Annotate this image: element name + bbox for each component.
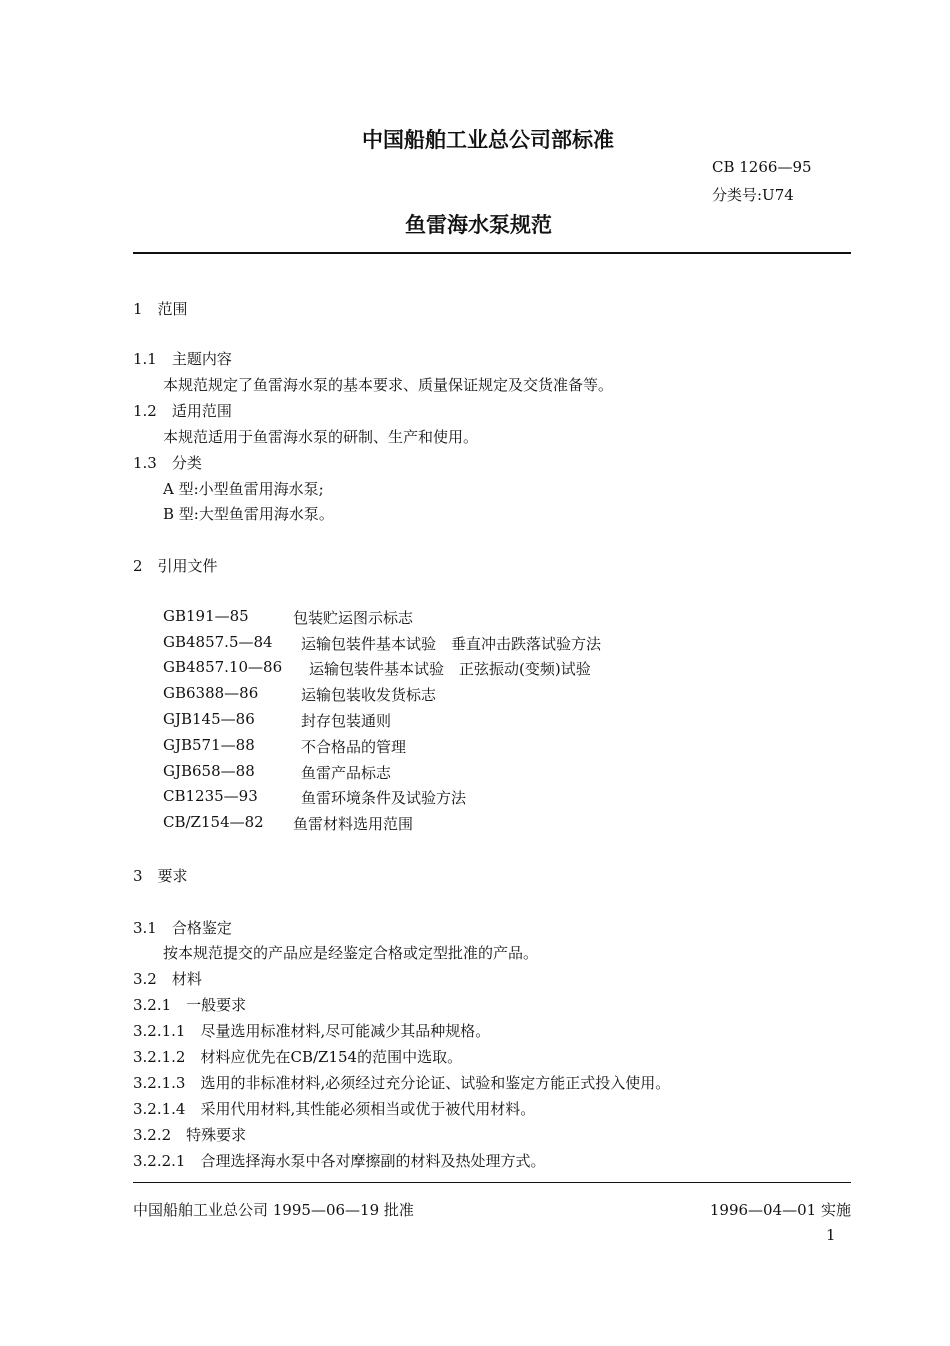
ref-title: 运输包装件基本试验 垂直冲击跌落试验方法 (301, 635, 602, 653)
approval-line: 中国船舶工业总公司 1995—06—19 批准 (133, 1201, 414, 1219)
clause-3-2-2-1: 3.2.2.1 合理选择海水泵中各对摩擦副的材料及热处理方式。 (133, 1152, 546, 1170)
ref-title: 运输包装件基本试验 正弦振动(变频)试验 (309, 660, 591, 678)
ref-code: CB1235—93 (163, 787, 258, 805)
effective-date: 1996—04—01 实施 (709, 1201, 851, 1219)
standard-number: CB 1266—95 (712, 158, 812, 176)
section-1-3-heading: 1.3 分类 (133, 454, 202, 472)
footer-divider (133, 1182, 851, 1183)
ref-title: 不合格品的管理 (301, 738, 407, 756)
ref-title: 运输包装收发货标志 (301, 686, 437, 704)
clause-3-2-1-3: 3.2.1.3 选用的非标准材料,必须经过充分论证、试验和鉴定方能正式投入使用。 (133, 1074, 671, 1092)
section-3-2-1-heading: 3.2.1 一般要求 (133, 996, 247, 1014)
type-a-text: A 型:小型鱼雷用海水泵; (163, 480, 324, 498)
section-1-2-heading: 1.2 适用范围 (133, 402, 232, 420)
section-3-1-text: 按本规范提交的产品应是经鉴定合格或定型批准的产品。 (163, 944, 539, 962)
clause-3-2-1-1: 3.2.1.1 尽量选用标准材料,尽可能减少其品种规格。 (133, 1022, 491, 1040)
ref-title: 鱼雷环境条件及试验方法 (301, 789, 467, 807)
page-number: 1 (826, 1226, 836, 1244)
ref-title: 封存包装通则 (301, 712, 392, 730)
ref-title: 鱼雷材料选用范围 (293, 815, 414, 833)
ref-code: GJB571—88 (163, 736, 255, 754)
ref-code: GJB658—88 (163, 762, 255, 780)
header-divider (133, 252, 851, 254)
ref-code: GB6388—86 (163, 684, 259, 702)
section-3-1-heading: 3.1 合格鉴定 (133, 919, 232, 937)
ref-title: 鱼雷产品标志 (301, 764, 392, 782)
org-title: 中国船舶工业总公司部标准 (362, 127, 614, 152)
section-3-2-2-heading: 3.2.2 特殊要求 (133, 1126, 247, 1144)
section-1-1-text: 本规范规定了鱼雷海水泵的基本要求、质量保证规定及交货准备等。 (163, 376, 614, 394)
clause-3-2-1-2: 3.2.1.2 材料应优先在CB/Z154的范围中选取。 (133, 1048, 463, 1066)
classification-code: 分类号:U74 (712, 186, 794, 204)
section-3-heading: 3 要求 (133, 867, 188, 885)
ref-code: CB/Z154—82 (163, 813, 264, 831)
ref-code: GB4857.5—84 (163, 633, 273, 651)
section-1-heading: 1 范围 (133, 300, 188, 318)
clause-3-2-1-4: 3.2.1.4 采用代用材料,其性能必须相当或优于被代用材料。 (133, 1100, 536, 1118)
ref-code: GJB145—86 (163, 710, 255, 728)
section-2-heading: 2 引用文件 (133, 557, 218, 575)
ref-code: GB4857.10—86 (163, 658, 283, 676)
section-1-2-text: 本规范适用于鱼雷海水泵的研制、生产和使用。 (163, 428, 479, 446)
section-1-1-heading: 1.1 主题内容 (133, 350, 232, 368)
ref-code: GB191—85 (163, 607, 249, 625)
type-b-text: B 型:大型鱼雷用海水泵。 (163, 505, 334, 523)
section-3-2-heading: 3.2 材料 (133, 970, 202, 988)
ref-title: 包装贮运图示标志 (293, 609, 414, 627)
document-title: 鱼雷海水泵规范 (405, 212, 552, 237)
